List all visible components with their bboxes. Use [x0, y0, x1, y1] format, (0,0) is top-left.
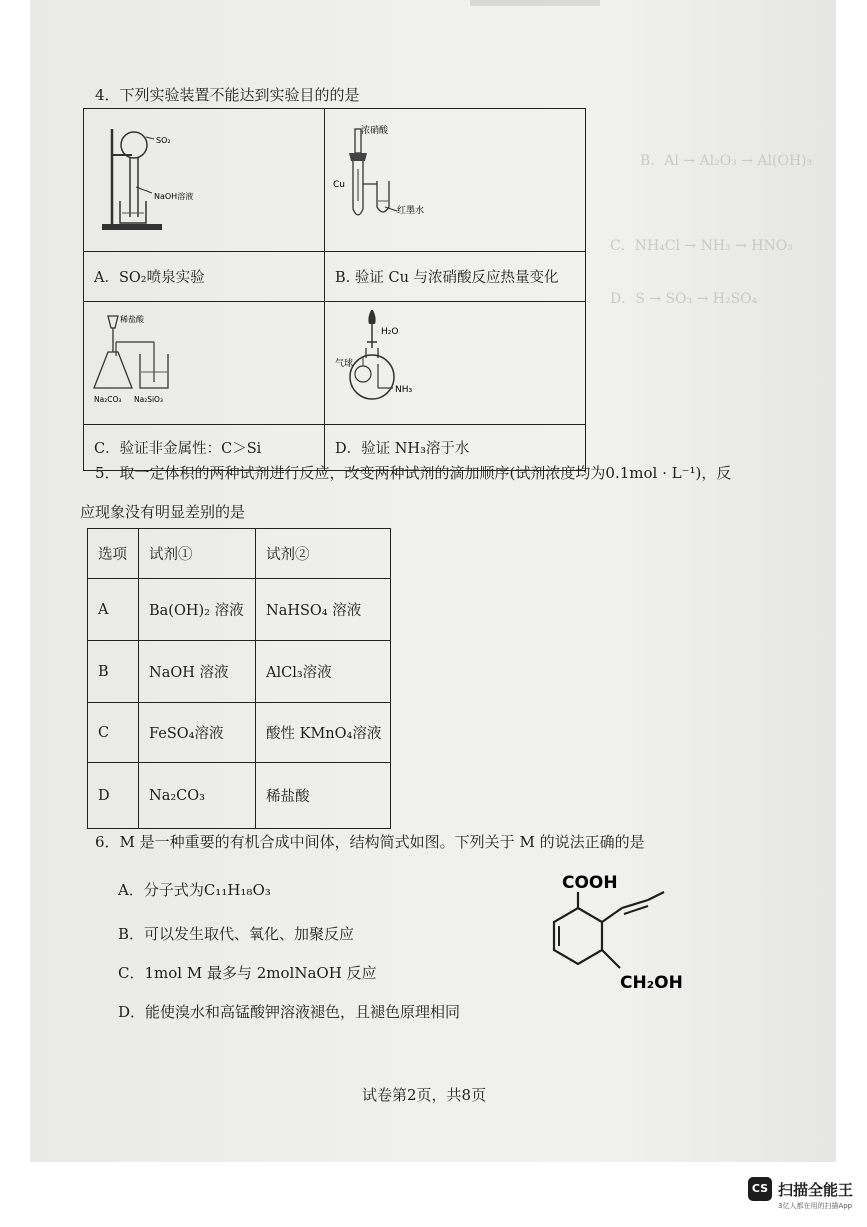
q6-option-a: A．分子式为C₁₁H₁₈O₃ [118, 881, 271, 899]
q5-row-c-reagent2: 酸性 KMnO₄溶液 [256, 703, 391, 763]
cs-logo-icon: CS [748, 1177, 772, 1201]
q5-header-reagent2: 试剂② [256, 529, 391, 579]
q5-header-reagent1: 试剂① [139, 529, 256, 579]
q6-stem: 6．M 是一种重要的有机合成中间体，结构简式如图。下列关于 M 的说法正确的是 [95, 833, 645, 851]
q4-cell-a-image [84, 109, 325, 252]
q5-row-c-reagent1: FeSO₄溶液 [139, 703, 256, 763]
nh3-label: NH₃ [395, 385, 413, 395]
q5-table [87, 528, 391, 829]
naoh-label: NaOH溶液 [154, 192, 194, 201]
co2-silicate-apparatus-figure [84, 302, 324, 420]
so2-label: SO₂ [156, 136, 171, 145]
cooh-label: COOH [562, 873, 618, 893]
q5-row-d-reagent1: Na₂CO₃ [139, 763, 256, 829]
q4-option-d: D．验证 NH₃溶于水 [335, 441, 470, 457]
hcl-label: 稀盐酸 [120, 315, 144, 324]
q6-option-b: B．可以发生取代、氧化、加聚反应 [118, 925, 355, 943]
q4-option-c: C．验证非金属性：C＞Si [94, 441, 262, 457]
page-footer: 试卷第2页，共8页 [362, 1086, 487, 1104]
h2o-label: H₂O [381, 327, 399, 337]
q6-option-c: C．1mol M 最多与 2molNaOH 反应 [118, 964, 377, 982]
hno3-label: 浓硝酸 [361, 126, 389, 136]
q5-row-a-reagent1: Ba(OH)₂ 溶液 [139, 579, 256, 641]
q5-row-b-option: B [88, 641, 139, 703]
q5-row-a-option: A [88, 579, 139, 641]
fountain-apparatus-figure [84, 109, 324, 247]
q5-stem-line2: 应现象没有明显差别的是 [80, 503, 246, 521]
q5-row-a-reagent2: NaHSO₄ 溶液 [256, 579, 391, 641]
na2sio3-label: Na₂SiO₃ [134, 395, 163, 404]
q5-row-b-reagent2: AlCl₃溶液 [256, 641, 391, 703]
q5-row-b-reagent1: NaOH 溶液 [139, 641, 256, 703]
bleed-through: D．S → SO₃ → H₂SO₄ [610, 291, 758, 307]
q5-header-option: 选项 [88, 529, 139, 579]
q4-cell-c-image [84, 302, 325, 425]
nh3-balloon-apparatus-figure [325, 302, 585, 420]
q4-table [83, 108, 586, 471]
cu-hno3-apparatus-figure [325, 109, 585, 247]
scanner-app-name: 扫描全能王 [778, 1181, 854, 1199]
na2co3-label: Na₂CO₃ [94, 395, 122, 404]
ink-label: 红墨水 [397, 206, 425, 216]
q4-option-b: B. 验证 Cu 与浓硝酸反应热量变化 [335, 270, 559, 286]
balloon-label: 气球 [335, 359, 354, 369]
bleed-through: B．Al → Al₂O₃ → Al(OH)₃ [640, 153, 813, 169]
q4-cell-b-image [325, 109, 586, 252]
q5-row-c-option: C [88, 703, 139, 763]
cu-label: Cu [333, 180, 345, 190]
q4-stem: 4．下列实验装置不能达到实验目的的是 [95, 86, 360, 104]
q5-stem-line1: 5．取一定体积的两种试剂进行反应，改变两种试剂的滴加顺序(试剂浓度均为0.1mol · L⁻¹)，反 [95, 464, 732, 482]
q4-option-b-cell [325, 252, 586, 302]
scanner-slogan: 3亿人都在用的扫描App [778, 1202, 853, 1210]
molecule-m-structure [540, 870, 720, 1010]
q5-row-d-option: D [88, 763, 139, 829]
paper-edge [470, 0, 600, 6]
bleed-through: C．NH₄Cl → NH₃ → HNO₃ [610, 238, 793, 254]
q4-option-a: A．SO₂喷泉实验 [94, 270, 205, 286]
q5-row-d-reagent2: 稀盐酸 [256, 763, 391, 829]
ch2oh-label: CH₂OH [620, 973, 683, 993]
q4-option-a-cell [84, 252, 325, 302]
q4-cell-d-image [325, 302, 586, 425]
q6-option-d: D．能使溴水和高锰酸钾溶液褪色，且褪色原理相同 [118, 1003, 461, 1021]
